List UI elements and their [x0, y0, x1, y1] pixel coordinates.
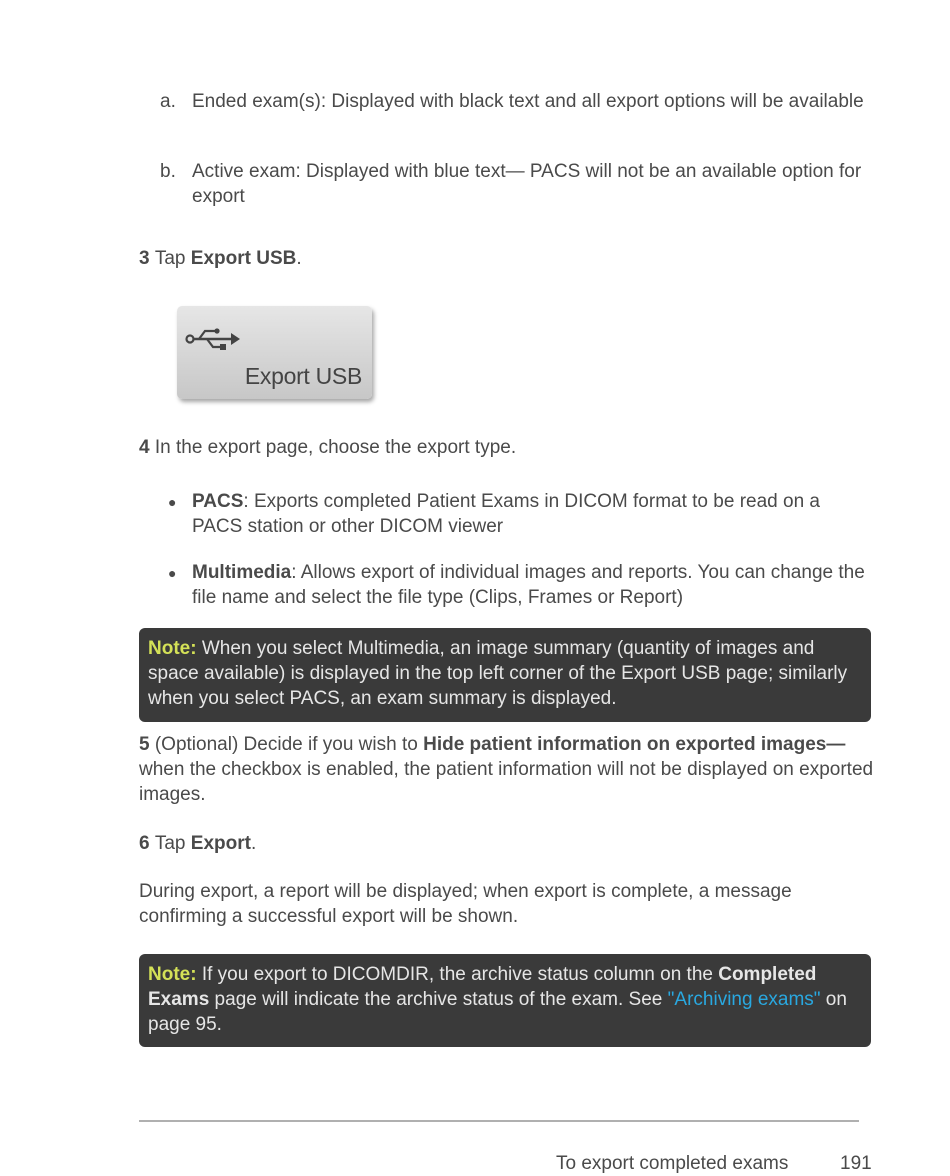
export-usb-label: Export USB: [244, 363, 362, 389]
step-number: 4: [139, 437, 150, 458]
bullet-desc: : Exports completed Patient Exams in DICOM format to be read on a PACS station or other DICOM viewer: [192, 491, 820, 537]
list-text: Active exam: Displayed with blue text— PACS will not be an available option for export: [192, 161, 862, 207]
note-text: When you select Multimedia, an image summary (quantity of images and space available) is displayed in the top left corner of the Export USB page; similarly when you select PACS, an exam summary is displayed.: [148, 638, 848, 709]
step-bold: Export: [190, 833, 251, 854]
step-3: [139, 246, 302, 271]
usb-icon: [185, 324, 243, 354]
footer-divider: [139, 1120, 859, 1122]
bullet-text: [192, 560, 872, 610]
bullet-bold: PACS: [192, 491, 244, 512]
note-label: Note:: [148, 638, 197, 659]
archiving-exams-link[interactable]: "Archiving exams": [667, 989, 821, 1010]
step-6: [139, 831, 256, 856]
step-prefix: (Optional) Decide if you wish to: [154, 734, 424, 755]
list-letter: b.: [160, 161, 176, 182]
step-number: 6: [139, 833, 150, 854]
bullet-dot-icon: ●: [168, 494, 177, 510]
bullet-dot-icon: ●: [168, 565, 177, 581]
step-suffix: .: [296, 248, 302, 269]
step-5: [139, 732, 874, 807]
step-4: [139, 435, 516, 460]
step-bold: Hide patient information on exported images—: [423, 734, 846, 755]
bullet-desc: : Allows export of individual images and reports. You can change the file name and select the file type (Clips, Frames or Report): [192, 562, 865, 608]
note-label: Note:: [148, 964, 197, 985]
note-bold: Completed Exams: [148, 964, 817, 1010]
note-box-multimedia: [139, 628, 871, 722]
page-number: 191: [840, 1153, 872, 1174]
step-bold: Export USB: [190, 248, 297, 269]
footer-title: To export completed exams: [556, 1153, 789, 1174]
step-suffix: .: [250, 833, 257, 854]
note-text-2: page will indicate the archive status of the exam. See: [209, 989, 668, 1010]
note-text-3: on page 95.: [148, 989, 847, 1035]
export-paragraph: During export, a report will be displayed; when export is complete, a message confirming a successful export will be shown.: [139, 881, 792, 927]
step-number: 3: [139, 248, 150, 269]
step-prefix: Tap: [154, 248, 191, 269]
bullet-text: [192, 489, 872, 539]
note-text-1: If you export to DICOMDIR, the archive status column on the: [201, 964, 719, 985]
step-prefix: Tap: [154, 833, 191, 854]
bullet-bold: Multimedia: [192, 562, 292, 583]
list-text: Ended exam(s): Displayed with black text and all export options will be available: [192, 91, 864, 112]
step-suffix: when the checkbox is enabled, the patient information will not be displayed on exported images.: [139, 759, 874, 805]
note-box-dicomdir: [139, 954, 871, 1047]
step-text: In the export page, choose the export type.: [154, 437, 517, 458]
export-usb-button[interactable]: [177, 306, 372, 399]
step-number: 5: [139, 734, 150, 755]
list-letter: a.: [160, 91, 176, 112]
